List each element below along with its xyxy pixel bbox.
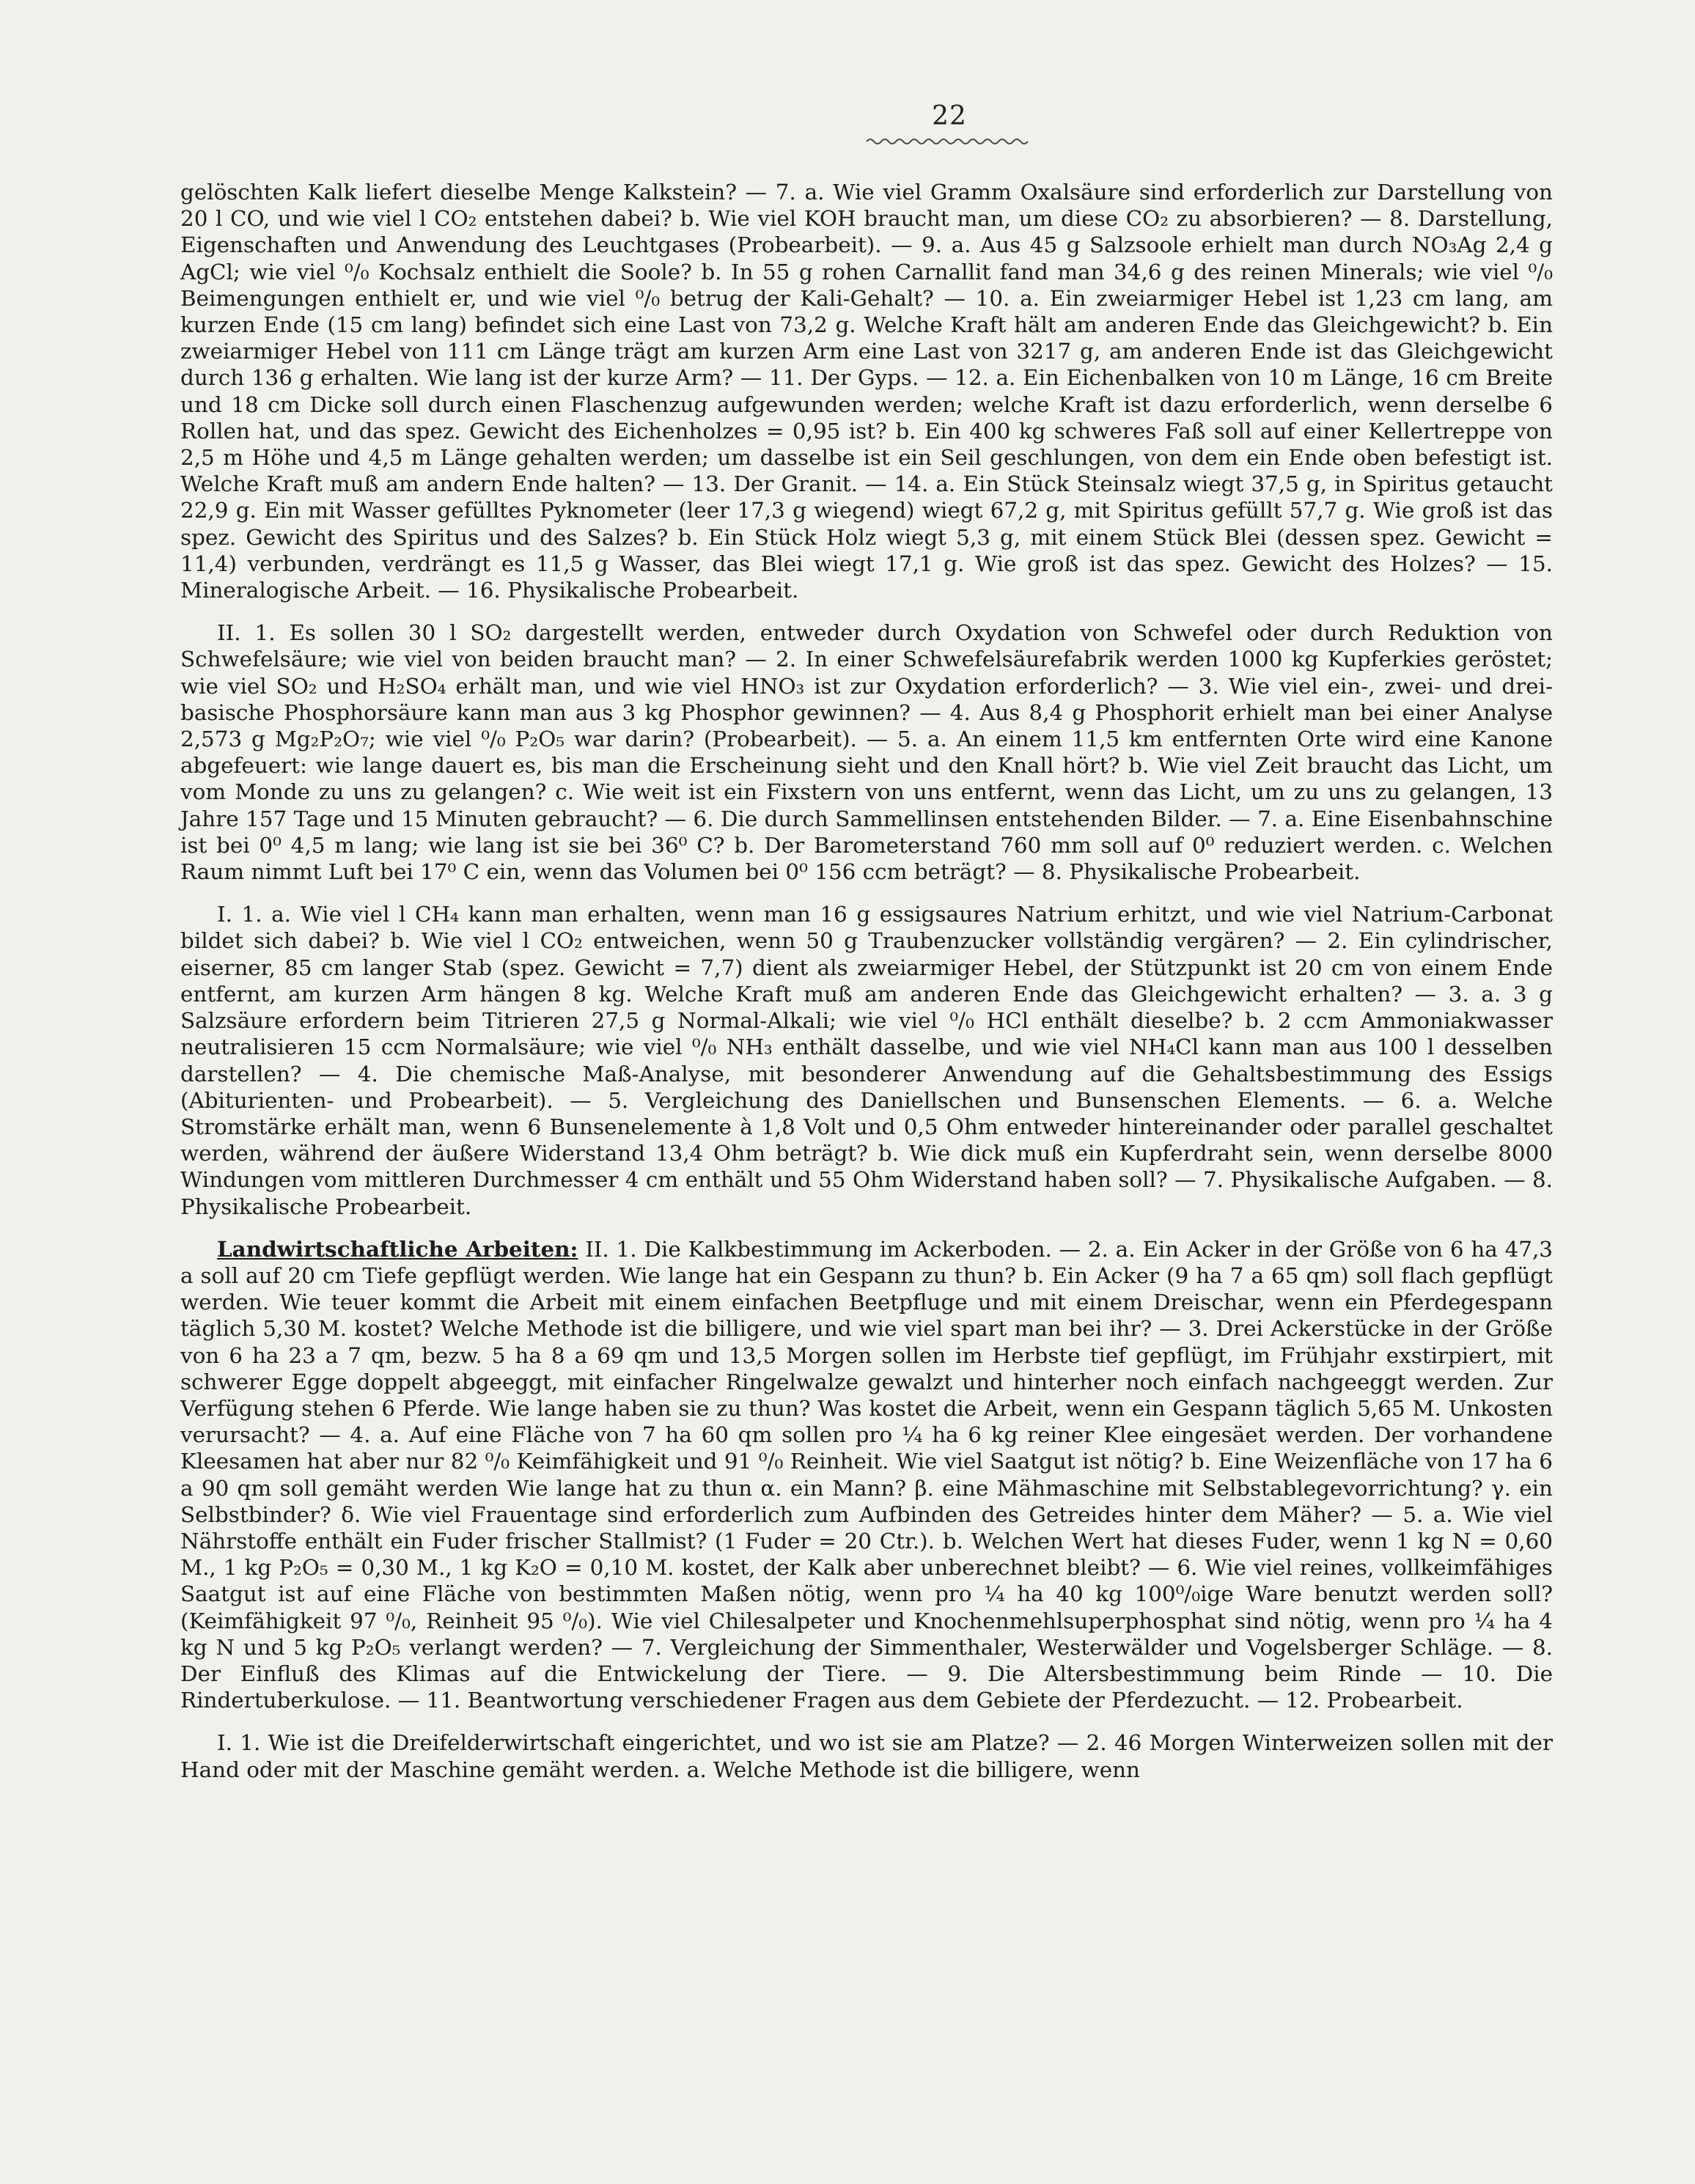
page-number: 22 <box>932 101 967 131</box>
paragraph-section-I: I. 1. a. Wie viel l CH₄ kann man erhalten, wenn man 16 g essigsaures Natrium erhitzt, und wie viel Natrium-Carbonat bildet sich dabei? b. Wie viel l CO₂ entweichen, wenn 50 g Traubenzucker vollständig vergären? — 2. Ein cylindrischer, eiserner, 85 cm langer Stab (spez. Gewicht = 7,7) dient als zweiarmiger Hebel, der Stützpunkt ist 20 cm von einem Ende entfernt, am kurzen Arm hängen 8 kg. Welche Kraft muß am anderen Ende das Gleichgewicht erhalten? — 3. a. 3 g Salzsäure erfordern beim Titrieren 27,5 g Normal-Alkali; wie viel ⁰/₀ HCl enthält dieselbe? b. 2 ccm Ammoniakwasser neutralisieren 15 ccm Normalsäure; wie viel ⁰/₀ NH₃ enthält dasselbe, und wie viel NH₄Cl kann man aus 100 l desselben darstellen? — 4. Die chemische Maß-Analyse, mit besonderer Anwendung auf die Gehaltsbestimmung des Essigs (Abiturienten- und Probearbeit). — 5. Vergleichung des Daniellschen und Bunsenschen Elements. — 6. a. Welche Stromstärke erhält man, wenn 6 Bunsenelemente à 1,8 Volt und 0,5 Ohm entweder hintereinander oder parallel geschaltet werden, während der äußere Widerstand 13,4 Ohm beträgt? b. Wie dick muß ein Kupferdraht sein, wenn derselbe 8000 Windungen vom mittleren Durchmesser 4 cm enthält und 55 Ohm Widerstand haben soll? — 7. Physikalische Aufgaben. — 8. Physikalische Probearbeit. <box>180 902 1553 1219</box>
paragraph-agriculture <box>180 1236 1553 1714</box>
agriculture-text: II. 1. Die Kalkbestimmung im Ackerboden. — 2. a. Ein Acker in der Größe von 6 ha 47,3 a soll auf 20 cm Tiefe gepflügt werden. Wie lange hat ein Gespann zu thun? b. Ein Acker (9 ha 7 a 65 qm) soll flach gepflügt werden. Wie teuer kommt die Arbeit mit einem einfachen Beetpfluge und mit einem Dreischar, wenn ein Pferdegespann täglich 5,30 M. kostet? Welche Methode ist die billigere, und wie viel spart man bei ihr? — 3. Drei Ackerstücke in der Größe von 6 ha 23 a 7 qm, bezw. 5 ha 8 a 69 qm und 13,5 Morgen sollen im Herbste tief gepflügt, im Frühjahr exstirpiert, mit schwerer Egge doppelt abgeeggt, mit einfacher Ringelwalze gewalzt und hinterher noch einfach nachgeeggt werden. Zur Verfügung stehen 6 Pferde. Wie lange haben sie zu thun? Was kostet die Arbeit, wenn ein Gespann täglich 5,65 M. Unkosten verursacht? — 4. a. Auf eine Fläche von 7 ha 60 qm sollen pro ¼ ha 6 kg reiner Klee eingesäet werden. Der vorhandene Kleesamen hat aber nur 82 ⁰/₀ Keimfähigkeit und 91 ⁰/₀ Reinheit. Wie viel Saatgut ist nötig? b. Eine Weizenfläche von 17 ha 6 a 90 qm soll gemäht werden Wie lange hat zu thun α. ein Mann? β. eine Mähmaschine mit Selbstablegevorrichtung? γ. ein Selbstbinder? δ. Wie viel Frauentage sind erforderlich zum Aufbinden des Getreides hinter dem Mäher? — 5. a. Wie viel Nährstoffe enthält ein Fuder frischer Stallmist? (1 Fuder = 20 Ctr.). b. Welchen Wert hat dieses Fuder, wenn 1 kg N = 0,60 M., 1 kg P₂O₅ = 0,30 M., 1 kg K₂O = 0,10 M. kostet, der Kalk aber unberechnet bleibt? — 6. Wie viel reines, vollkeimfähiges Saatgut ist auf eine Fläche von bestimmten Maßen nötig, wenn pro ¼ ha 40 kg 100⁰/₀ige Ware benutzt werden soll? (Keimfähigkeit 97 ⁰/₀, Reinheit 95 ⁰/₀). Wie viel Chilesalpeter und Knochenmehlsuperphosphat sind nötig, wenn pro ¼ ha 4 kg N und 5 kg P₂O₅ verlangt werden? — 7. Vergleichung der Simmenthaler, Westerwälder und Vogelsberger Schläge. — 8. Der Einfluß des Klimas auf die Entwickelung der Tiere. — 9. Die Altersbestimmung beim Rinde — 10. Die Rindertuberkulose. — 11. Beantwortung verschiedener Fragen aus dem Gebiete der Pferdezucht. — 12. Probearbeit. <box>180 1236 1554 1713</box>
agriculture-heading: Landwirtschaftliche Arbeiten: <box>217 1235 578 1262</box>
paragraph-last: I. 1. Wie ist die Dreifelderwirtschaft eingerichtet, und wo ist sie am Platze? — 2. 46 Morgen Winterweizen sollen mit der Hand oder mit der Maschine gemäht werden. a. Welche Methode ist die billigere, wenn <box>180 1730 1553 1782</box>
ornament-rule <box>865 136 1034 147</box>
paragraph-continuation: gelöschten Kalk liefert dieselbe Menge Kalkstein? — 7. a. Wie viel Gramm Oxalsäure sind erforderlich zur Darstellung von 20 l CO, und wie viel l CO₂ entstehen dabei? b. Wie viel KOH braucht man, um diese CO₂ zu absorbieren? — 8. Darstellung, Eigenschaften und Anwendung des Leuchtgases (Probearbeit). — 9. a. Aus 45 g Salzsoole erhielt man durch NO₃Ag 2,4 g AgCl; wie viel ⁰/₀ Kochsalz enthielt die Soole? b. In 55 g rohen Carnallit fand man 34,6 g des reinen Minerals; wie viel ⁰/₀ Beimengungen enthielt er, und wie viel ⁰/₀ betrug der Kali-Gehalt? — 10. a. Ein zweiarmiger Hebel ist 1,23 cm lang, am kurzen Ende (15 cm lang) befindet sich eine Last von 73,2 g. Welche Kraft hält am anderen Ende das Gleichgewicht? b. Ein zweiarmiger Hebel von 111 cm Länge trägt am kurzen Arm eine Last von 3217 g, am anderen Ende ist das Gleichgewicht durch 136 g erhalten. Wie lang ist der kurze Arm? — 11. Der Gyps. — 12. a. Ein Eichenbalken von 10 m Länge, 16 cm Breite und 18 cm Dicke soll durch einen Flaschenzug aufgewunden werden; welche Kraft ist dazu erforderlich, wenn derselbe 6 Rollen hat, und das spez. Gewicht des Eichenholzes = 0,95 ist? b. Ein 400 kg schweres Faß soll auf einer Kellertreppe von 2,5 m Höhe und 4,5 m Länge gehalten werden; um dasselbe ist ein Seil geschlungen, von dem ein Ende oben befestigt ist. Welche Kraft muß am andern Ende halten? — 13. Der Granit. — 14. a. Ein Stück Steinsalz wiegt 37,5 g, in Spiritus getaucht 22,9 g. Ein mit Wasser gefülltes Pyknometer (leer 17,3 g wiegend) wiegt 67,2 g, mit Spiritus gefüllt 57,7 g. Wie groß ist das spez. Gewicht des Spiritus und des Salzes? b. Ein Stück Holz wiegt 5,3 g, mit einem Stück Blei (dessen spez. Gewicht = 11,4) verbunden, verdrängt es 11,5 g Wasser, das Blei wiegt 17,1 g. Wie groß ist das spez. Gewicht des Holzes? — 15. Mineralogische Arbeit. — 16. Physikalische Probearbeit. <box>180 180 1553 603</box>
page-body <box>180 179 1553 1783</box>
paragraph-section-II: II. 1. Es sollen 30 l SO₂ dargestellt werden, entweder durch Oxydation von Schwefel oder durch Reduktion von Schwefelsäure; wie viel von beiden braucht man? — 2. In einer Schwefelsäurefabrik werden 1000 kg Kupferkies geröstet; wie viel SO₂ und H₂SO₄ erhält man, und wie viel HNO₃ ist zur Oxydation erforderlich? — 3. Wie viel ein-, zwei- und drei-basische Phosphorsäure kann man aus 3 kg Phosphor gewinnen? — 4. Aus 8,4 g Phosphorit erhielt man bei einer Analyse 2,573 g Mg₂P₂O₇; wie viel ⁰/₀ P₂O₅ war darin? (Probearbeit). — 5. a. An einem 11,5 km entfernten Orte wird eine Kanone abgefeuert: wie lange dauert es, bis man die Erscheinung sieht und den Knall hört? b. Wie viel Zeit braucht das Licht, um vom Monde zu uns zu gelangen? c. Wie weit ist ein Fixstern von uns entfernt, wenn das Licht, um zu uns zu gelangen, 13 Jahre 157 Tage und 15 Minuten gebraucht? — 6. Die durch Sammellinsen entstehenden Bilder. — 7. a. Eine Eisenbahnschine ist bei 0⁰ 4,5 m lang; wie lang ist sie bei 36⁰ C? b. Der Barometerstand 760 mm soll auf 0⁰ reduziert werden. c. Welchen Raum nimmt Luft bei 17⁰ C ein, wenn das Volumen bei 0⁰ 156 ccm beträgt? — 8. Physikalische Probearbeit. <box>180 620 1553 885</box>
